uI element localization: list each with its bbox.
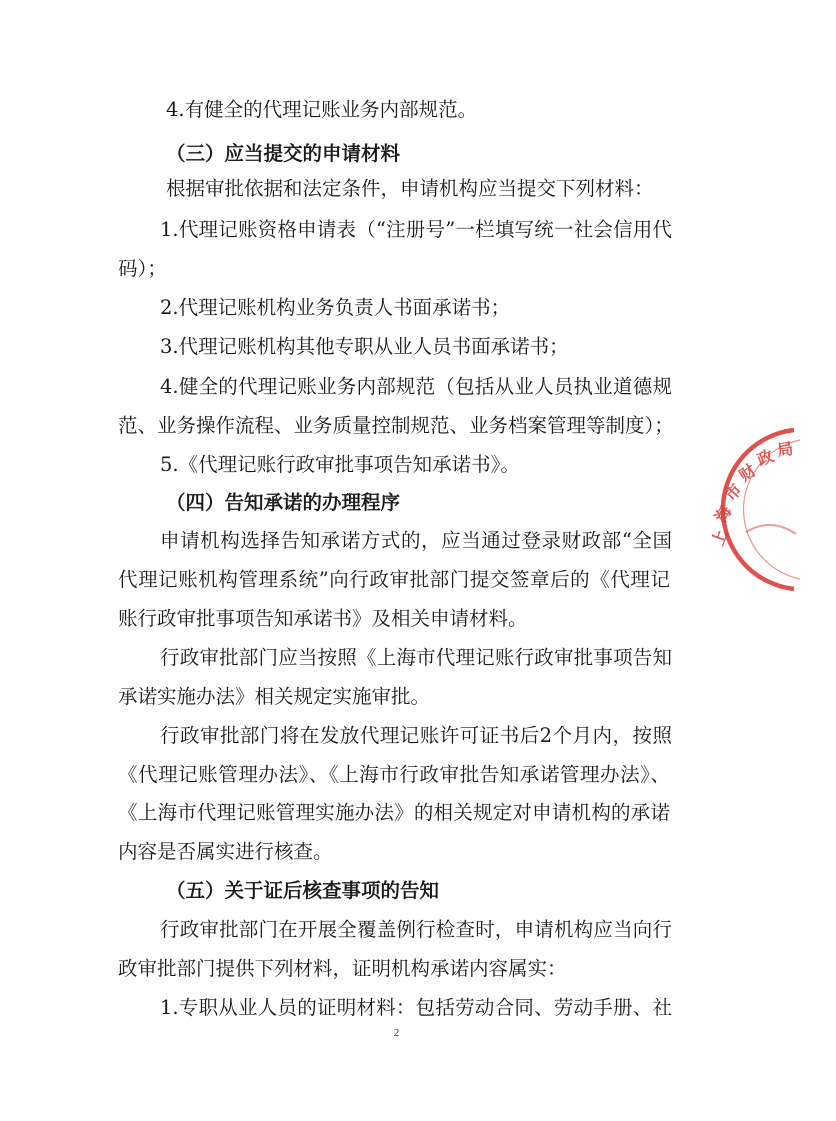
svg-text:财: 财 (735, 460, 760, 486)
paragraph-line: 1.代理记账资格申请表（“注册号”一栏填写统一社会信用代 (160, 218, 672, 241)
paragraph-line: 内容是否属实进行核查。 (118, 840, 333, 863)
svg-text:市: 市 (720, 480, 746, 505)
section-heading: （五）关于证后核查事项的告知 (166, 879, 440, 902)
paragraph-line: 2.代理记账机构业务负责人书面承诺书； (160, 296, 511, 319)
paragraph-line: 申请机构选择告知承诺方式的，应当通过登录财政部“全国 (160, 529, 672, 552)
paragraph-line: 3.代理记账机构其他专职从业人员书面承诺书； (160, 335, 569, 358)
paragraph-line: 4.健全的代理记账业务内部规范（包括从业人员执业道德规 (160, 375, 672, 398)
paragraph-line: 行政审批部门将在发放代理记账许可证书后2个月内，按照 (160, 724, 672, 747)
paragraph-line: 范、业务操作流程、业务质量控制规范、业务档案管理等制度）； (118, 414, 674, 437)
paragraph-line: 账行政审批事项告知承诺书》及相关申请材料。 (118, 607, 528, 630)
paragraph-line: 行政审批部门在开展全覆盖例行检查时，申请机构应当向行 (160, 918, 672, 941)
paragraph-line: 《上海市代理记账管理实施办法》的相关规定对申请机构的承诺 (118, 801, 670, 824)
paragraph-line: 行政审批部门应当按照《上海市代理记账行政审批事项告知 (160, 646, 672, 669)
section-heading: （三）应当提交的申请材料 (166, 142, 401, 165)
paragraph-line: 码）； (118, 257, 167, 280)
paragraph-line: 4.有健全的代理记账业务内部规范。 (166, 98, 478, 121)
page-number: 2 (393, 1027, 400, 1039)
paragraph-line: 代理记账机构管理系统”向行政审批部门提交签章后的《代理记 (118, 568, 670, 591)
paragraph-line: 1.专职从业人员的证明材料：包括劳动合同、劳动手册、社 (160, 996, 672, 1019)
paragraph-line: 5.《代理记账行政审批事项告知承诺书》。 (160, 453, 520, 476)
paragraph-line: 根据审批依据和法定条件，申请机构应当提交下列材料： (166, 177, 654, 200)
paragraph-line: 《代理记账管理办法》、《上海市行政审批告知承诺管理办法》、 (118, 763, 670, 786)
paragraph-line: 承诺实施办法》相关规定实施审批。 (118, 685, 431, 708)
section-heading: （四）告知承诺的办理程序 (166, 491, 401, 514)
paragraph-line: 政审批部门提供下列材料，证明机构承诺内容属实： (118, 957, 567, 980)
official-seal-icon (707, 422, 836, 597)
svg-text:局: 局 (775, 438, 795, 460)
svg-text:海: 海 (711, 502, 736, 526)
svg-text:政: 政 (754, 446, 777, 470)
svg-text:上: 上 (707, 526, 732, 549)
